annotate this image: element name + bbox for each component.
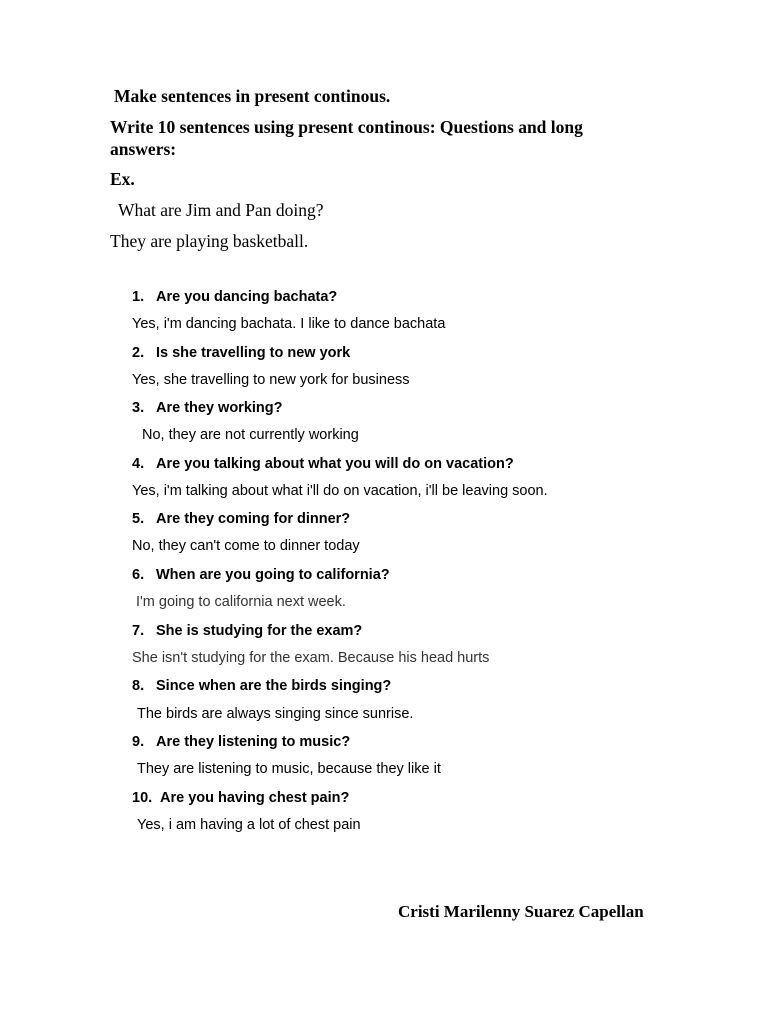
example-label: Ex.	[110, 169, 135, 189]
question-9	[132, 734, 350, 750]
question-3	[132, 400, 283, 416]
question-text: Are you dancing bachata?	[156, 289, 338, 305]
instruction-title: Make sentences in present continous.	[114, 86, 391, 106]
answer-1: Yes, i'm dancing bachata. I like to dance bachata	[132, 316, 446, 332]
question-10	[132, 790, 349, 806]
answer-6: I'm going to california next week.	[136, 594, 346, 610]
question-7	[132, 623, 362, 639]
question-number: 5.	[132, 511, 145, 527]
question-number: 3.	[132, 400, 145, 416]
instruction-subtitle: Write 10 sentences using present continous: Questions and long answers:	[110, 117, 583, 159]
answer-2: Yes, she travelling to new york for business	[132, 372, 410, 388]
answer-9: They are listening to music, because they like it	[137, 761, 441, 777]
question-number: 8.	[132, 678, 145, 694]
question-4	[132, 456, 514, 472]
question-1	[132, 289, 337, 305]
question-text: Are you having chest pain?	[160, 790, 350, 806]
question-number: 9.	[132, 734, 145, 750]
answer-10: Yes, i am having a lot of chest pain	[137, 817, 361, 833]
answer-7: She isn't studying for the exam. Because his head hurts	[132, 650, 490, 666]
answer-3: No, they are not currently working	[142, 427, 359, 443]
example-question: What are Jim and Pan doing?	[118, 200, 324, 220]
question-text: Are you talking about what you will do on vacation?	[156, 456, 514, 472]
question-number: 10.	[132, 790, 153, 806]
question-text: Since when are the birds singing?	[156, 678, 392, 694]
question-5	[132, 511, 350, 527]
question-number: 2.	[132, 345, 145, 361]
answer-5: No, they can't come to dinner today	[132, 538, 360, 554]
question-text: Are they listening to music?	[156, 734, 351, 750]
question-8	[132, 678, 391, 694]
question-number: 1.	[132, 289, 145, 305]
question-number: 4.	[132, 456, 145, 472]
question-text: Are they coming for dinner?	[156, 511, 351, 527]
question-text: She is studying for the exam?	[156, 623, 363, 639]
question-number: 7.	[132, 623, 145, 639]
question-text: Are they working?	[156, 400, 283, 416]
question-2	[132, 345, 350, 361]
answer-8: The birds are always singing since sunrise.	[137, 706, 414, 722]
question-6	[132, 567, 390, 583]
question-text: When are you going to california?	[156, 567, 390, 583]
example-answer: They are playing basketball.	[110, 231, 309, 251]
question-text: Is she travelling to new york	[156, 345, 351, 361]
question-number: 6.	[132, 567, 145, 583]
author-signature: Cristi Marilenny Suarez Capellan	[398, 902, 644, 921]
answer-4: Yes, i'm talking about what i'll do on vacation, i'll be leaving soon.	[132, 483, 548, 499]
